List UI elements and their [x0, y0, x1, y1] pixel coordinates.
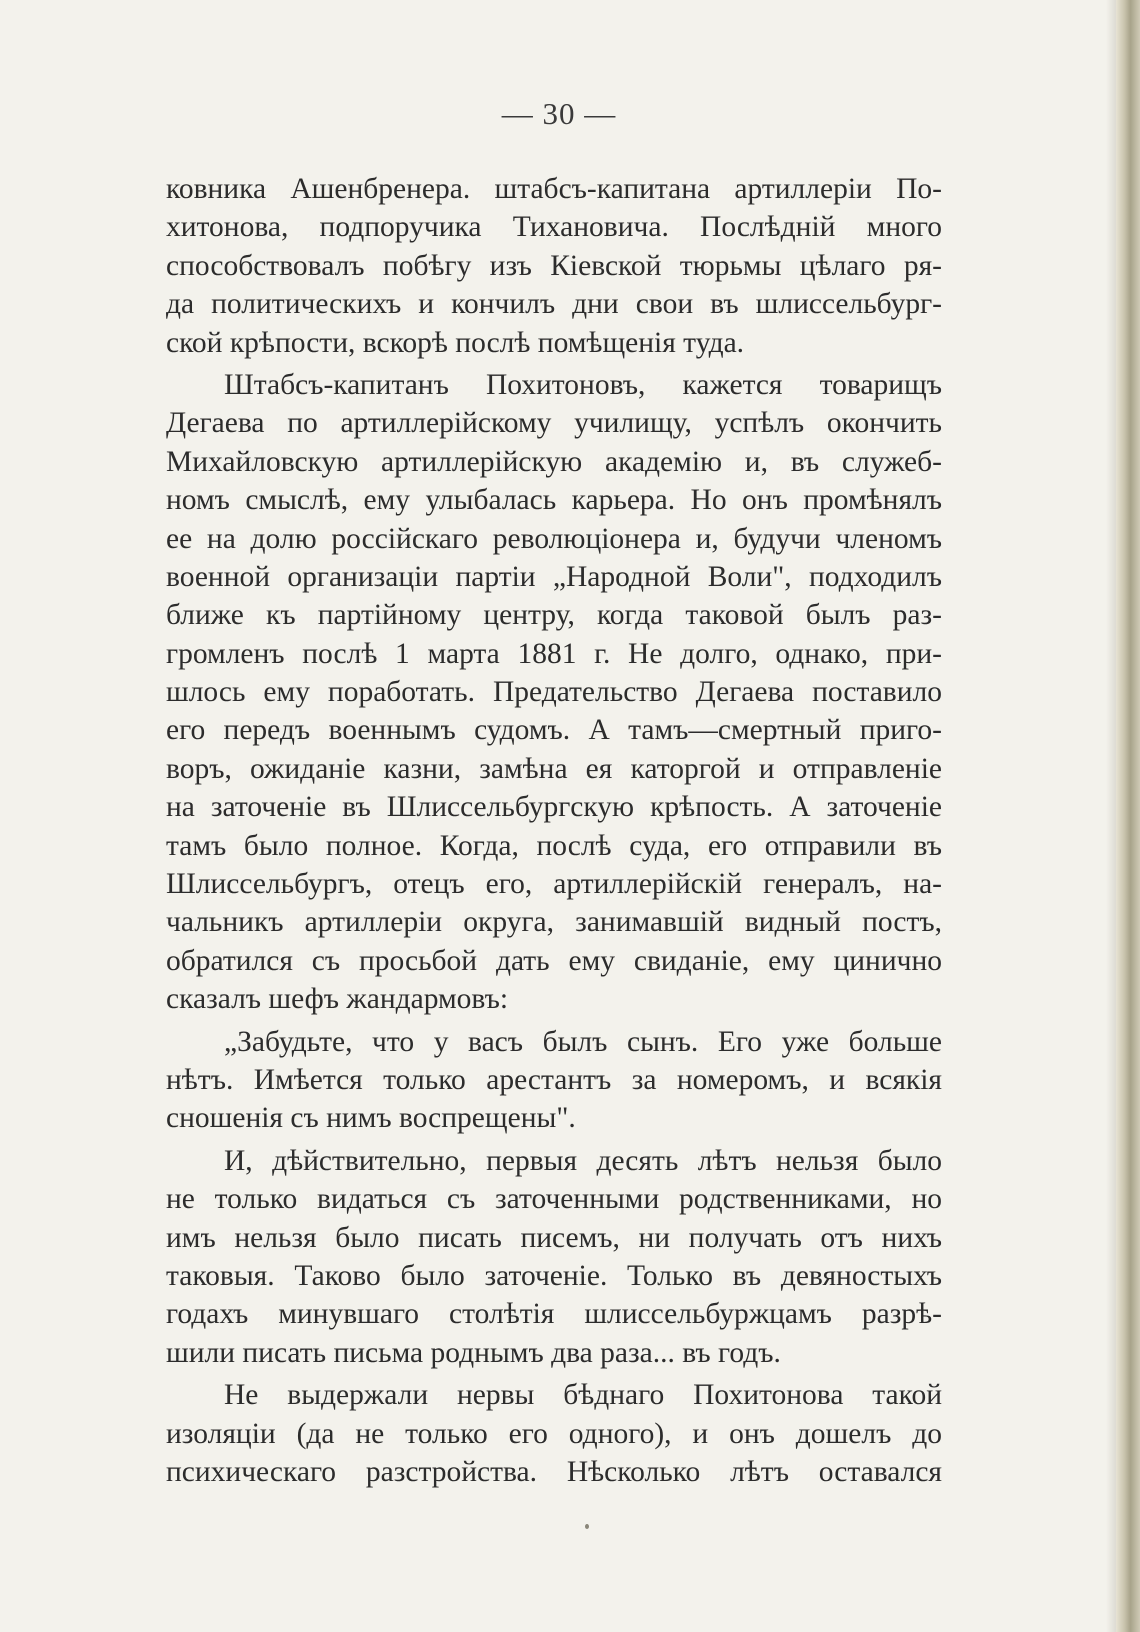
text-line: изоляціи (да не только его одного), и онъ дошелъ до [166, 1417, 942, 1450]
text-line: не только видаться съ заточенными родственниками, но [166, 1183, 942, 1216]
text-line: ской крѣпости, вскорѣ послѣ помѣщенія туда. [166, 326, 745, 359]
text-line: имъ нельзя было писать писемъ, ни получать отъ нихъ [166, 1221, 942, 1254]
text-line: чальникъ артиллеріи округа, занимавшій видный постъ, [166, 906, 942, 939]
page-gutter-shadow [1106, 0, 1116, 1632]
text-line: ее на долю россійскаго революціонера и, будучи членомъ [166, 522, 942, 555]
text-line: хитонова, подпоручика Тихановича. Послѣдній много [166, 211, 942, 244]
text-line: шили писать письма роднымъ два раза... въ годъ. [166, 1336, 781, 1369]
text-line: ковника Ашенбренера. штабсъ-капитана артиллеріи По- [166, 173, 942, 205]
text-line: психическаго разстройства. Нѣсколько лѣтъ оставался [166, 1455, 942, 1488]
text-line: нѣтъ. Имѣется только арестантъ за номеромъ, и всякія [166, 1063, 942, 1096]
text-line: Шлиссельбургъ, отецъ его, артиллерійскій генералъ, на- [166, 868, 942, 901]
paragraph-quote [166, 1023, 942, 1138]
text-line: сношенія съ нимъ воспрещены". [166, 1102, 576, 1135]
text-line: Дегаева по артиллерійскому училищу, успѣлъ окончить [166, 407, 942, 440]
text-line: да политическихъ и кончилъ дни свои въ шлиссельбург- [166, 288, 942, 321]
paragraph [166, 1376, 942, 1491]
text-line: Михайловскую артиллерійскую академію и, въ служеб- [166, 445, 942, 478]
text-line: воръ, ожиданіе казни, замѣна ея каторгой и отправленіе [166, 752, 942, 785]
text-line: на заточеніе въ Шлиссельбургскую крѣпость. А заточеніе [166, 791, 942, 824]
text-line: „Забудьте, что у васъ былъ сынъ. Его уже больше [224, 1025, 942, 1058]
text-line: таковыя. Таково было заточеніе. Только въ девяностыхъ [166, 1259, 942, 1292]
text-line: номъ смыслѣ, ему улыбалась карьера. Но онъ промѣнялъ [166, 484, 942, 517]
paragraph [166, 366, 942, 1019]
paper-speck [585, 1524, 589, 1529]
text-line: Не выдержали нервы бѣднаго Похитонова такой [224, 1379, 942, 1412]
text-line: И, дѣйствительно, первыя десять лѣтъ нельзя было [224, 1144, 942, 1177]
text-line: ближе къ партійному центру, когда таковой былъ раз- [166, 599, 942, 632]
text-line: тамъ было полное. Когда, послѣ суда, его отправили въ [166, 829, 942, 862]
text-line: сказалъ шефъ жандармовъ: [166, 983, 509, 1016]
text-line: громленъ послѣ 1 марта 1881 г. Не долго, однако, при- [166, 637, 942, 670]
body-text [166, 170, 942, 1491]
text-line: военной организаціи партіи „Народной Воли", подходилъ [166, 560, 942, 593]
text-line: его передъ военнымъ судомъ. А тамъ—смертный приго- [166, 714, 942, 747]
paragraph [166, 170, 942, 362]
paragraph [166, 1142, 942, 1372]
page-edge [1116, 0, 1140, 1632]
text-line: способствовалъ побѣгу изъ Кіевской тюрьмы цѣлаго ря- [166, 249, 942, 282]
text-line: обратился съ просьбой дать ему свиданіе, ему цинично [166, 944, 942, 977]
page-number: — 30 — [501, 96, 617, 131]
text-line: шлось ему поработать. Предательство Дегаева поставило [166, 676, 942, 709]
text-line: годахъ минувшаго столѣтія шлиссельбуржцамъ разрѣ- [166, 1298, 942, 1331]
text-line: Штабсъ-капитанъ Похитоновъ, кажется товарищъ [224, 368, 942, 401]
